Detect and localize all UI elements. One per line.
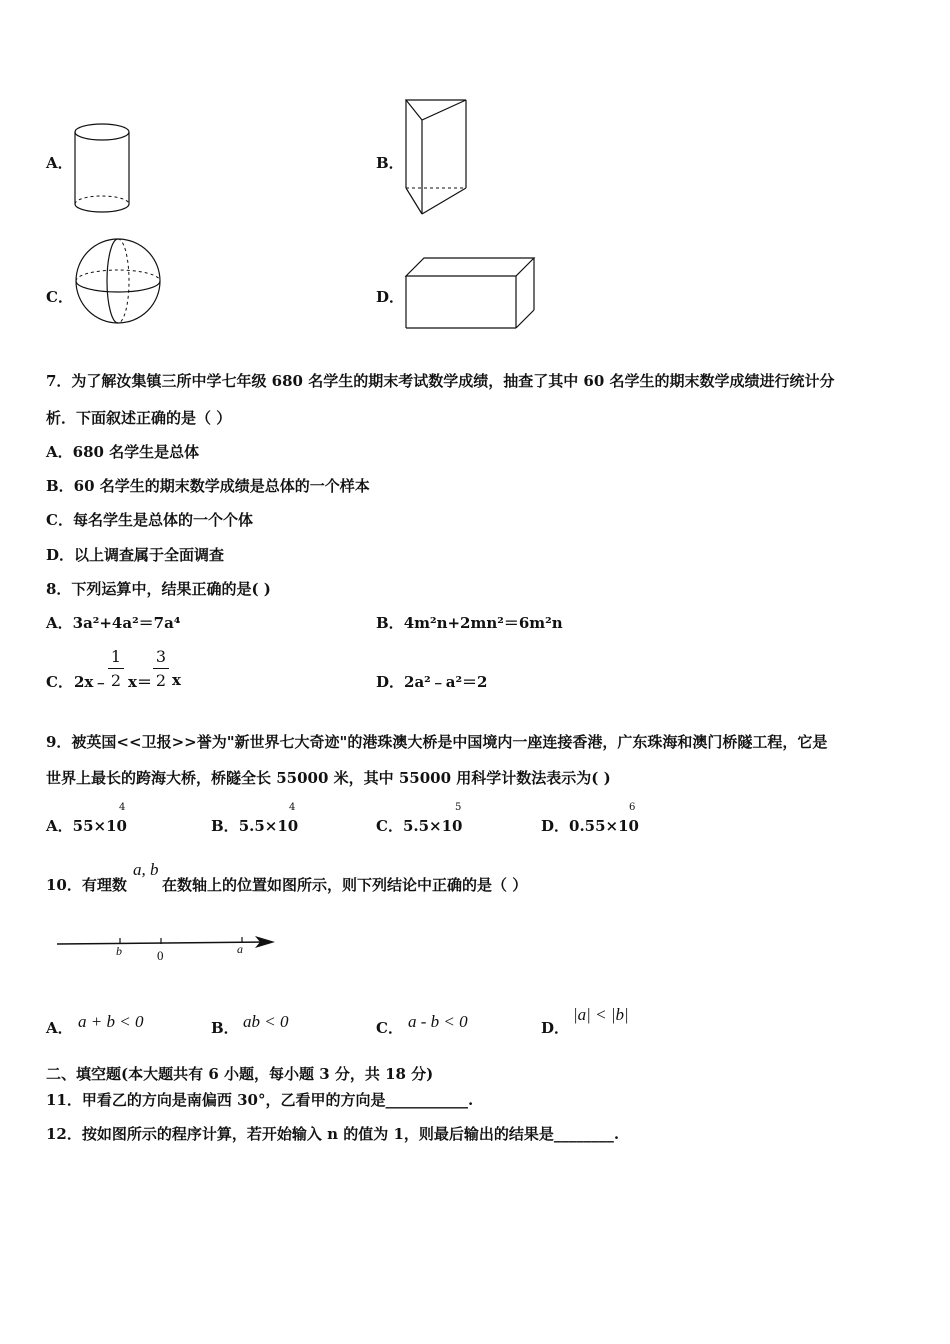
q6-option-d-label: D． bbox=[376, 288, 405, 306]
number-line-label-a: a bbox=[237, 942, 243, 956]
q8-option-c-mid: x＝ bbox=[128, 673, 152, 691]
q7-option-b: B．60 名学生的期末数学成绩是总体的一个样本 bbox=[46, 477, 370, 495]
q9-option-c bbox=[376, 815, 463, 836]
rectangular-box-figure bbox=[400, 254, 540, 334]
q11-text: 11．甲看乙的方向是南偏西 30°，乙看甲的方向是___________. bbox=[46, 1091, 474, 1109]
q10-option-c-label: C． bbox=[376, 1019, 403, 1037]
q9-option-a-exponent: 4 bbox=[119, 802, 126, 813]
q10-stem-vars: a, b bbox=[133, 860, 159, 879]
q10-option-d-expr: |a| < |b| bbox=[573, 1005, 629, 1024]
q8-c-frac1-num: 1 bbox=[110, 647, 122, 666]
q10-stem-pre: 10．有理数 bbox=[46, 876, 127, 894]
q7-stem-line1: 7．为了解汝集镇三所中学七年级 680 名学生的期末考试数学成绩，抽查了其中 60 名学生的期末数学成绩进行统计分 bbox=[46, 372, 835, 390]
number-line-label-zero: 0 bbox=[157, 948, 164, 963]
q8-option-c-pre: 2x﹣ bbox=[74, 673, 109, 691]
q9-option-c-base: 5.5×10 bbox=[402, 817, 463, 835]
q7-option-d: D．以上调查属于全面调查 bbox=[46, 546, 225, 564]
q8-c-fraction-1 bbox=[108, 647, 124, 690]
q6-option-b-label: B． bbox=[376, 154, 404, 172]
number-line-label-b: b bbox=[116, 944, 122, 958]
q7-option-c: C．每名学生是总体的一个个体 bbox=[46, 511, 253, 529]
q9-option-b-label: B． bbox=[211, 817, 239, 835]
section-2-heading: 二、填空题(本大题共有 6 小题，每小题 3 分，共 18 分) bbox=[46, 1065, 434, 1083]
q9-option-d bbox=[541, 815, 639, 836]
q9-option-b bbox=[211, 815, 298, 836]
number-line-figure bbox=[55, 930, 285, 970]
q10-option-a-label: A． bbox=[46, 1019, 73, 1037]
q10-option-d-label: D． bbox=[541, 1019, 570, 1037]
q8-option-a-label: A． bbox=[46, 614, 73, 632]
cylinder-figure bbox=[70, 120, 140, 220]
q9-option-b-base: 5.5×10 bbox=[238, 817, 299, 835]
q8-option-a-text: 3a²+4a²＝7a⁴ bbox=[72, 614, 181, 632]
q6-option-c-label: C． bbox=[46, 288, 73, 306]
q8-option-b-text: 4m²n+2mn²＝6m²n bbox=[403, 614, 563, 632]
q8-stem: 8．下列运算中，结果正确的是( ) bbox=[46, 580, 271, 598]
q7-stem-line2: 析．下面叙述正确的是（ ） bbox=[46, 409, 232, 427]
q10-stem-post: 在数轴上的位置如图所示，则下列结论中正确的是（ ） bbox=[162, 876, 528, 894]
sphere-figure bbox=[72, 234, 164, 329]
q6-option-a-label: A． bbox=[46, 154, 73, 172]
q9-option-d-exponent: 6 bbox=[629, 802, 636, 813]
q8-option-d bbox=[376, 671, 487, 692]
q9-option-a-label: A． bbox=[46, 817, 73, 835]
q8-option-d-text: 2a²﹣a²＝2 bbox=[404, 673, 488, 691]
q10-option-b-label: B． bbox=[211, 1019, 239, 1037]
q10-option-c-expr: a - b < 0 bbox=[408, 1012, 468, 1031]
q8-c-frac2-num: 3 bbox=[155, 647, 167, 666]
q10-option-b-expr: ab < 0 bbox=[243, 1012, 289, 1031]
q8-option-d-label: D． bbox=[376, 673, 405, 691]
q8-option-b bbox=[376, 612, 563, 633]
q8-option-c-post: x bbox=[172, 671, 181, 689]
q8-option-b-label: B． bbox=[376, 614, 404, 632]
q8-option-c-label: C． bbox=[46, 673, 73, 691]
q8-c-fraction-2 bbox=[153, 647, 169, 690]
q9-option-a-base: 55×10 bbox=[72, 817, 127, 835]
q7-option-a: A．680 名学生是总体 bbox=[46, 443, 200, 461]
fraction-bar bbox=[108, 668, 124, 669]
q8-option-a bbox=[46, 612, 180, 633]
q10-option-a-expr: a + b < 0 bbox=[78, 1012, 144, 1031]
q9-option-d-label: D． bbox=[541, 817, 570, 835]
q9-stem-line2: 世界上最长的跨海大桥，桥隧全长 55000 米，其中 55000 用科学计数法表示为( ) bbox=[46, 769, 611, 787]
q8-c-frac1-den: 2 bbox=[110, 671, 122, 690]
q9-option-a bbox=[46, 815, 127, 836]
triangular-prism-figure bbox=[400, 96, 475, 221]
q9-option-c-exponent: 5 bbox=[455, 802, 462, 813]
fraction-bar bbox=[153, 668, 169, 669]
q9-stem-line1: 9．被英国<<卫报>>誉为"新世界七大奇迹"的港珠澳大桥是中国境内一座连接香港，广东珠海和澳门桥隧工程，它是 bbox=[46, 733, 828, 751]
q9-option-b-exponent: 4 bbox=[289, 802, 296, 813]
q9-option-d-base: 0.55×10 bbox=[569, 817, 639, 835]
q9-option-c-label: C． bbox=[376, 817, 403, 835]
q8-c-frac2-den: 2 bbox=[155, 671, 167, 690]
q12-text: 12．按如图所示的程序计算，若开始输入 n 的值为 1，则最后输出的结果是________. bbox=[46, 1125, 620, 1143]
